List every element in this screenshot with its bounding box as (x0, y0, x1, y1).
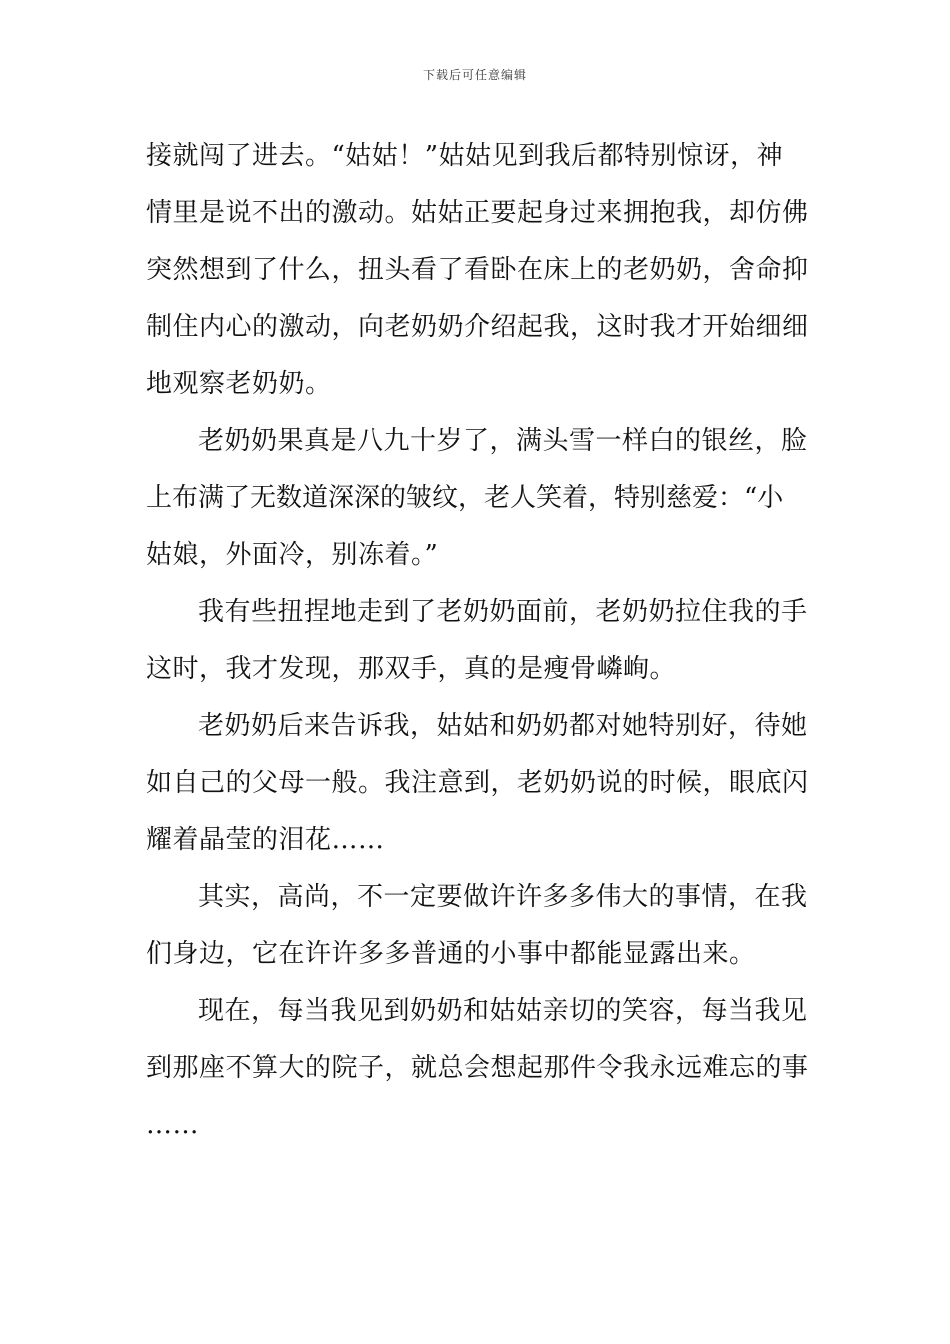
text-line: 如自己的父母一般。我注意到，老奶奶说的时候，眼底闪 (146, 768, 809, 798)
text-line: 突然想到了什么，扭头看了看卧在床上的老奶奶，舍命抑 (146, 255, 809, 285)
text-line: 耀着晶莹的泪花…… (146, 825, 385, 855)
paragraph-first-line: 其实，高尚，不一定要做许许多多伟大的事情，在我 (198, 882, 808, 912)
essay-body (146, 128, 810, 1154)
text-line: 地观察老奶奶。 (146, 369, 332, 399)
paragraph-first-line: 我有些扭捏地走到了老奶奶面前，老奶奶拉住我的手 (198, 597, 808, 627)
text-line: 们身边，它在许许多多普通的小事中都能显露出来。 (146, 939, 756, 969)
text-line: 接就闯了进去。“姑姑！”姑姑见到我后都特别惊讶，神 (146, 141, 784, 171)
text-line: 姑娘，外面冷，别冻着。” (146, 540, 439, 570)
paragraph-first-line: 现在，每当我见到奶奶和姑姑亲切的笑容，每当我见 (198, 996, 808, 1026)
text-line: 制住内心的激动，向老奶奶介绍起我，这时我才开始细细 (146, 312, 809, 342)
text-line: 这时，我才发现，那双手，真的是瘦骨嶙峋。 (146, 654, 677, 684)
text-line: 到那座不算大的院子，就总会想起那件令我永远难忘的事 (146, 1053, 809, 1083)
paragraph-first-line: 老奶奶果真是八九十岁了，满头雪一样白的银丝，脸 (198, 426, 808, 456)
text-line: 情里是说不出的激动。姑姑正要起身过来拥抱我，却仿佛 (146, 198, 809, 228)
text-line: 上布满了无数道深深的皱纹，老人笑着，特别慈爱：“小 (146, 483, 784, 513)
text-line: …… (146, 1110, 199, 1140)
paragraph-first-line: 老奶奶后来告诉我，姑姑和奶奶都对她特别好，待她 (198, 711, 808, 741)
page-header-note: 下载后可任意编辑 (422, 68, 527, 82)
